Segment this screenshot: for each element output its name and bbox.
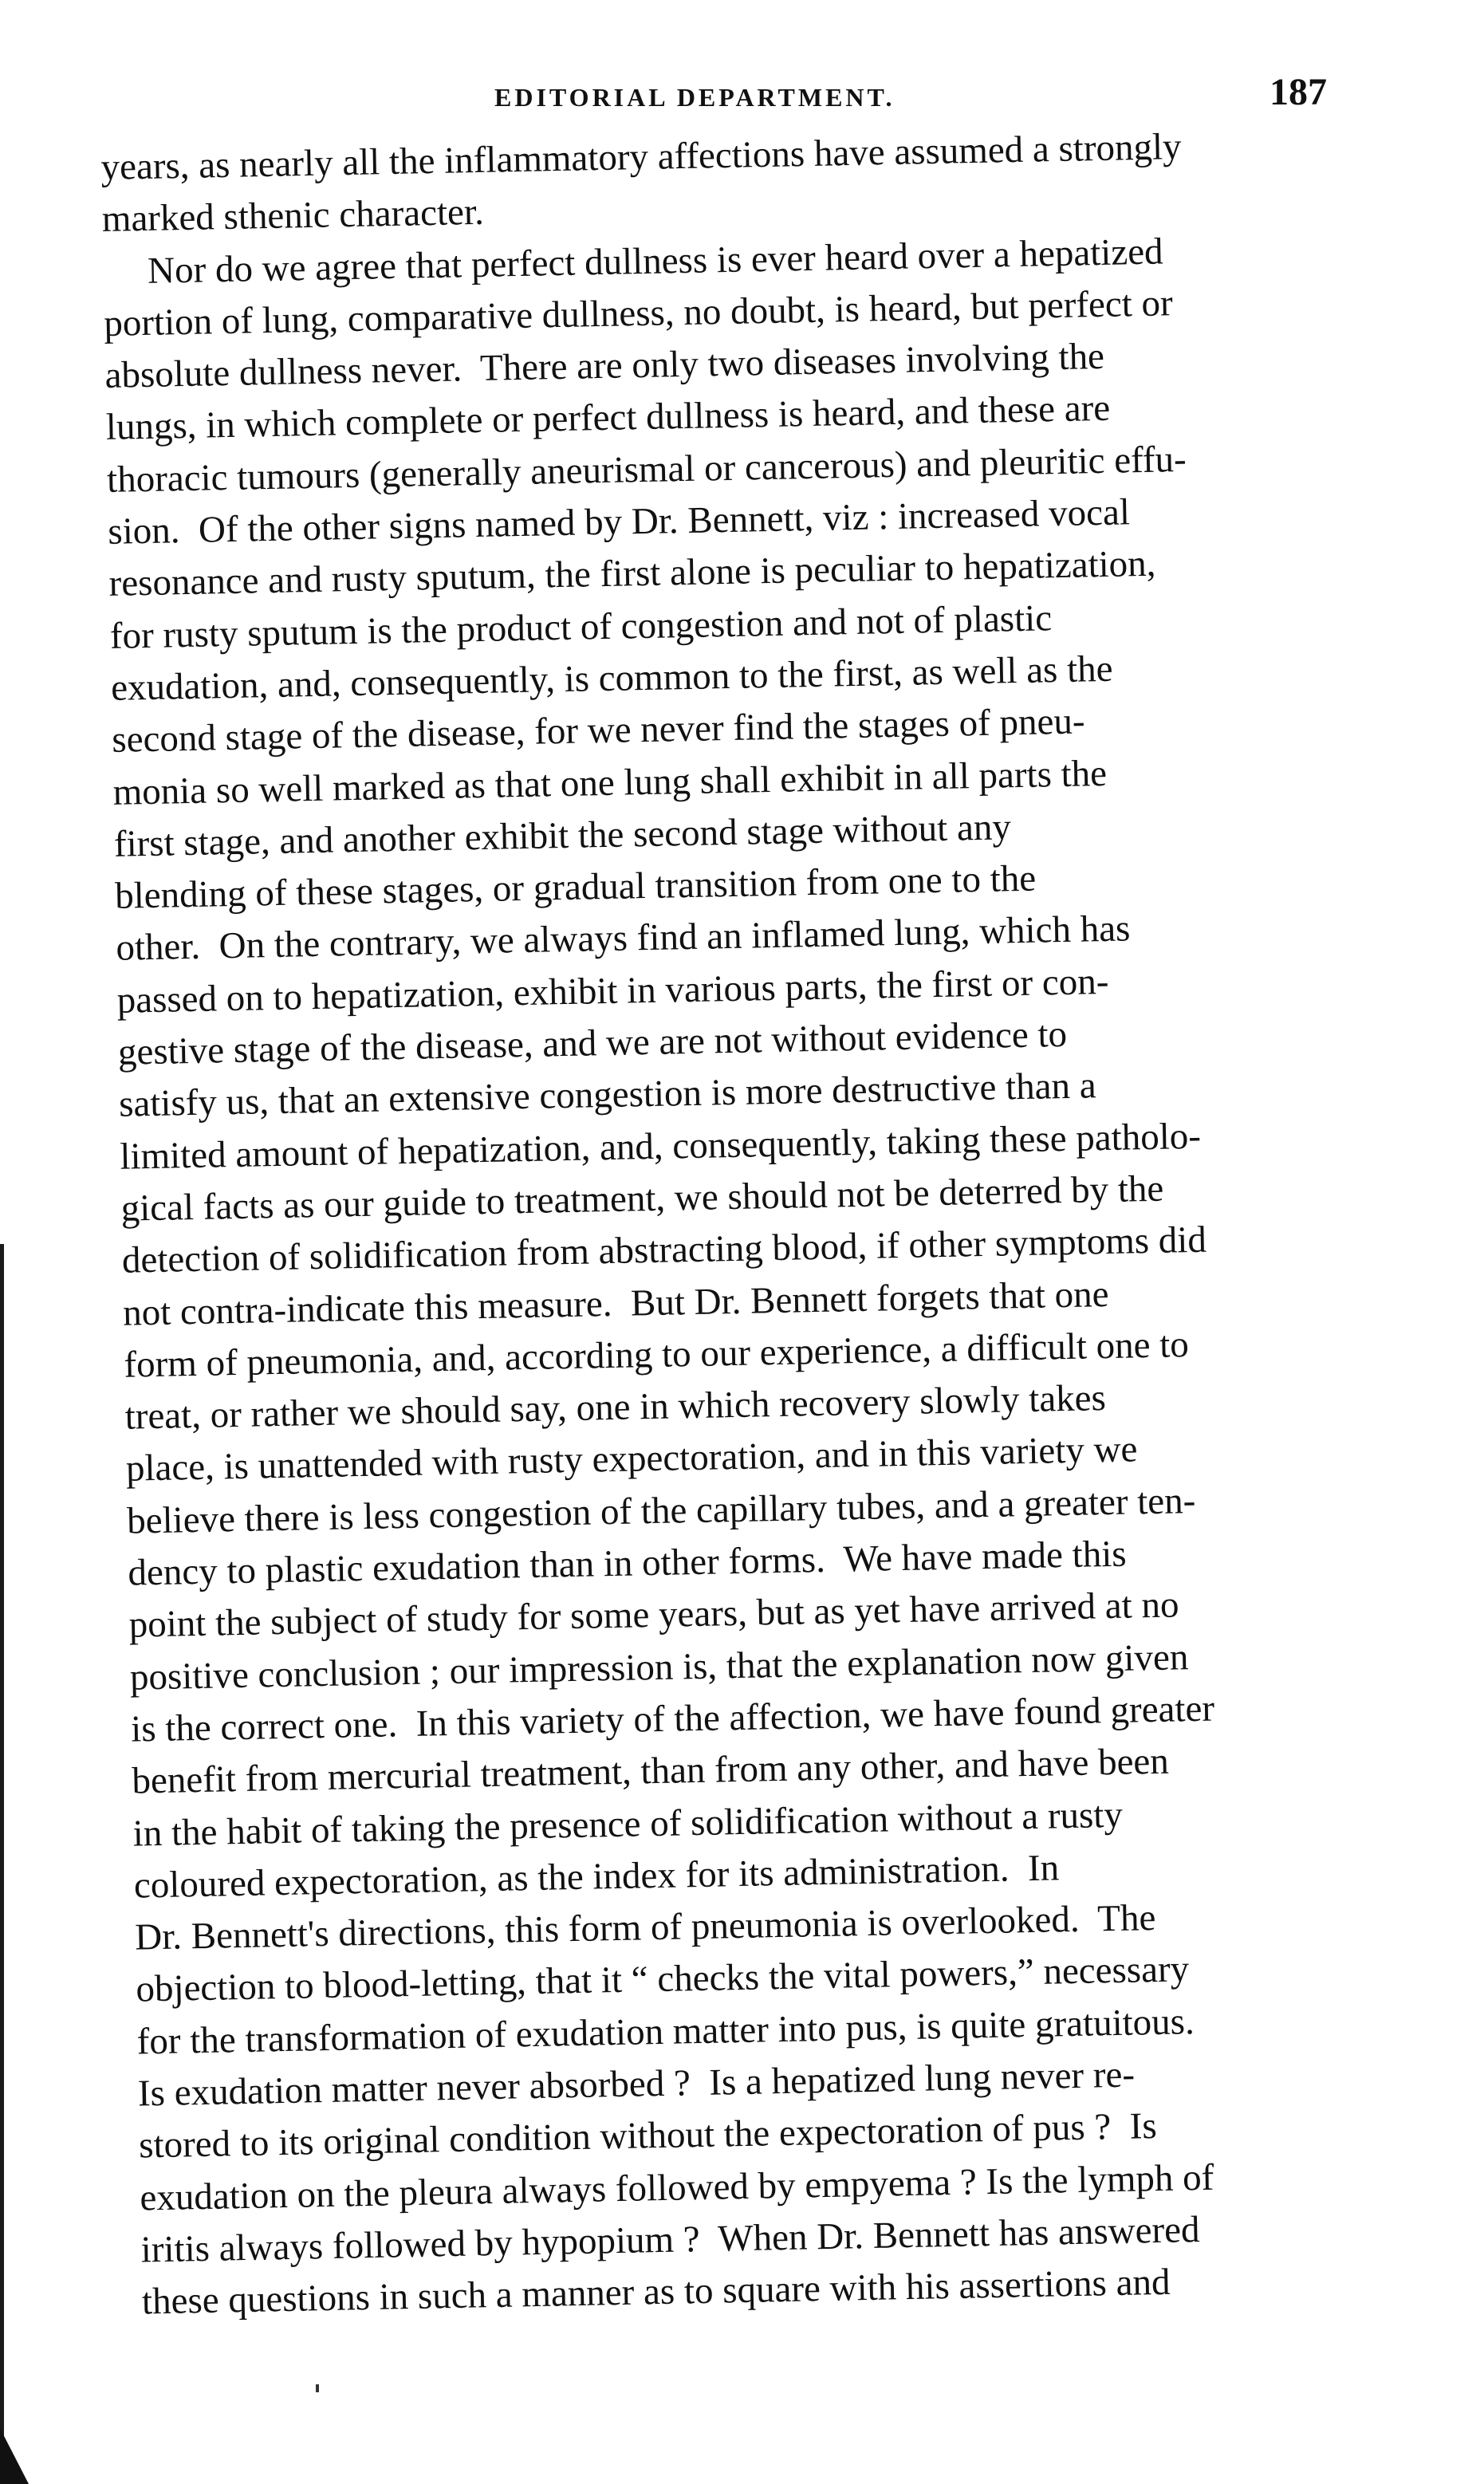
- text-line: benefit from mercurial treatment, than from any other, and have been: [131, 1740, 1170, 1802]
- text-line: other. On the contrary, we always find an inflamed lung, which has: [115, 907, 1131, 970]
- running-head: EDITORIAL DEPARTMENT.: [494, 83, 896, 112]
- text-line: Is exudation matter never absorbed ? Is a hepatized lung never re-: [137, 2053, 1136, 2115]
- text-line: second stage of the disease, for we never find the stages of pneu-: [111, 700, 1085, 762]
- page-number: 187: [1269, 71, 1327, 113]
- text-line: limited amount of hepatization, and, consequently, taking these patholo-: [119, 1115, 1202, 1178]
- text-line: marked sthenic character.: [101, 191, 485, 241]
- text-line: exudation on the pleura always followed by empyema ? Is the lymph of: [140, 2156, 1214, 2219]
- text-line: years, as nearly all the inflammatory affections have assumed a strongly: [100, 125, 1183, 188]
- text-line: for rusty sputum is the product of congestion and not of plastic: [109, 596, 1053, 657]
- text-line: blending of these stages, or gradual transition from one to the: [114, 857, 1037, 917]
- text-line: stored to its original condition without the expectoration of pus ? Is: [138, 2105, 1158, 2167]
- text-line: exudation, and, consequently, is common to the first, as well as the: [110, 648, 1113, 709]
- text-line: positive conclusion ; our impression is, that the explanation now given: [129, 1636, 1189, 1699]
- text-line: not contra-indicate this measure. But Dr. Bennett forgets that one: [122, 1273, 1109, 1334]
- page-header: [0, 70, 1484, 126]
- text-line: detection of solidification from abstracting blood, if other symptoms did: [121, 1218, 1207, 1281]
- text-line: absolute dullness never. There are only two diseases involving the: [104, 336, 1105, 397]
- text-line: Nor do we agree that perfect dullness is ever heard over a hepatized: [147, 230, 1164, 292]
- text-line: iritis always followed by hypopium ? When Dr. Bennett has answered: [140, 2208, 1200, 2271]
- text-line: is the correct one. In this variety of the affection, we have found greater: [130, 1687, 1215, 1750]
- text-line: lungs, in which complete or perfect dullness is heard, and these are: [105, 388, 1111, 449]
- text-line: for the transformation of exudation matter into pus, is quite gratuitous.: [136, 2000, 1195, 2063]
- text-line: place, is unattended with rusty expectoration, and in this variety we: [125, 1428, 1138, 1490]
- text-line: point the subject of study for some years, but as yet have arrived at no: [128, 1584, 1179, 1646]
- text-line: gestive stage of the disease, and we are not without evidence to: [117, 1013, 1068, 1073]
- binding-edge: [0, 1244, 8, 2484]
- binding-corner: [0, 2428, 29, 2484]
- text-line: sion. Of the other signs named by Dr. Bennett, viz : increased vocal: [107, 491, 1131, 553]
- text-line: dency to plastic exudation than in other forms. We have made this: [127, 1533, 1128, 1594]
- text-line: passed on to hepatization, exhibit in various parts, the first or con-: [116, 960, 1109, 1022]
- text-line: Dr. Bennett's directions, this form of pneumonia is overlooked. The: [134, 1897, 1156, 1958]
- text-line: portion of lung, comparative dullness, no doubt, is heard, but perfect or: [103, 282, 1174, 344]
- text-line: these questions in such a manner as to square with his assertions and: [141, 2261, 1171, 2323]
- text-line: first stage, and another exhibit the second stage without any: [113, 806, 1012, 865]
- body-text: [100, 117, 1450, 2329]
- text-line: gical facts as our guide to treatment, we should not be deterred by the: [120, 1167, 1164, 1230]
- text-line: objection to blood-letting, that it “ checks the vital powers,” necessary: [135, 1948, 1190, 2010]
- text-line: monia so well marked as that one lung shall exhibit in all parts the: [112, 752, 1108, 813]
- text-line: believe there is less congestion of the capillary tubes, and a greater ten-: [126, 1479, 1196, 1542]
- text-line: treat, or rather we should say, one in which recovery slowly takes: [124, 1377, 1107, 1438]
- text-line: satisfy us, that an extensive congestion is more destructive than a: [118, 1065, 1097, 1126]
- text-line: thoracic tumours (generally aneurismal or cancerous) and pleuritic effu-: [106, 438, 1187, 501]
- text-line: coloured expectoration, as the index for its administration. In: [133, 1847, 1060, 1907]
- text-line: form of pneumonia, and, according to our experience, a difficult one to: [123, 1323, 1190, 1386]
- ink-speck: [316, 2384, 319, 2392]
- text-line: in the habit of taking the presence of solidification without a rusty: [132, 1793, 1124, 1855]
- text-line: resonance and rusty sputum, the first alone is peculiar to hepatization,: [108, 543, 1156, 605]
